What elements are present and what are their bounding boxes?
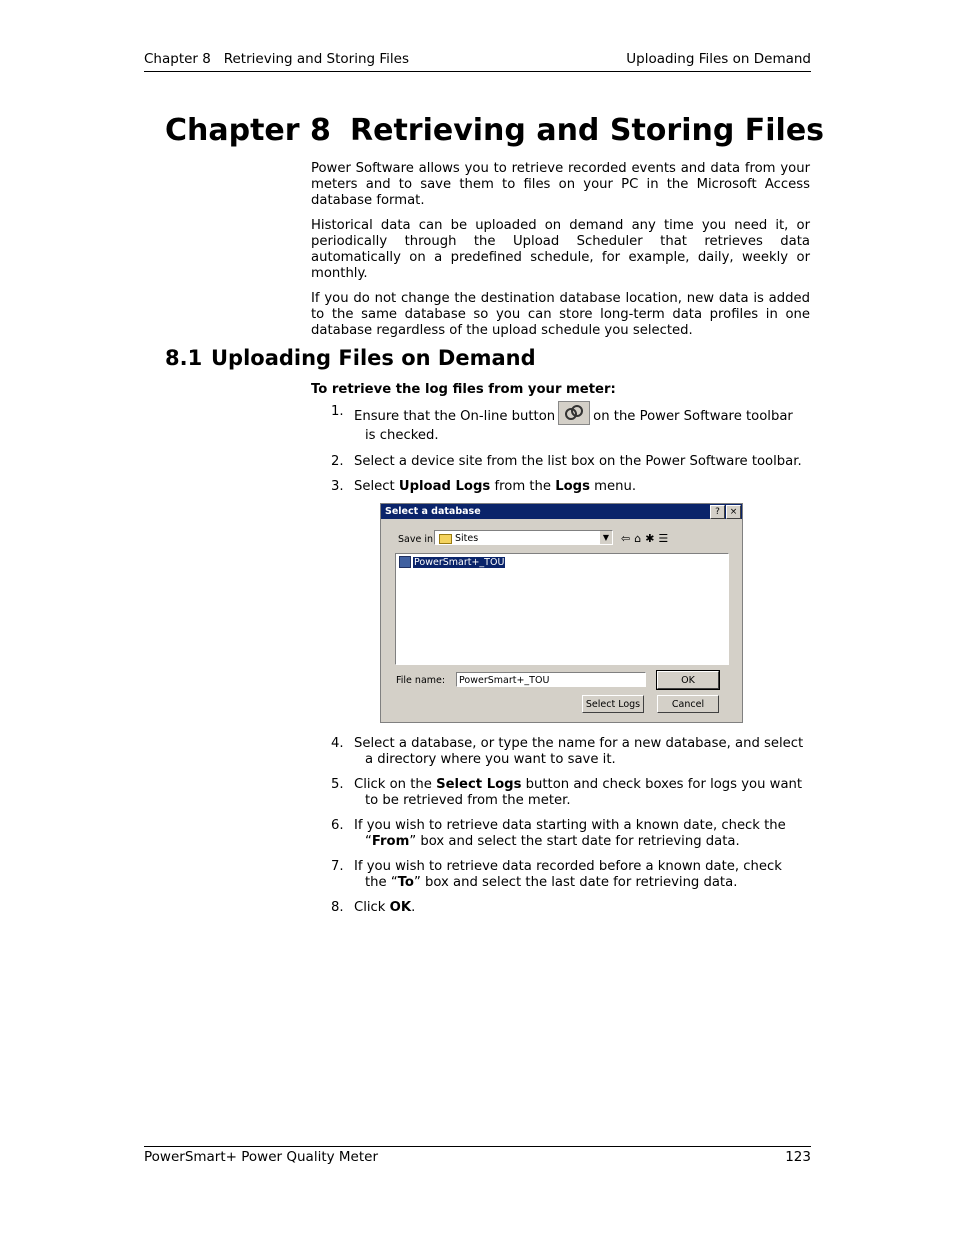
step-list-5 — [331, 777, 810, 809]
step-list-7 — [331, 859, 810, 891]
online-button-icon — [558, 401, 590, 425]
page-number: 123 — [785, 1149, 811, 1165]
header-right: Uploading Files on Demand — [626, 51, 811, 67]
new-folder-icon[interactable]: ✱ — [645, 532, 659, 545]
file-name-input[interactable]: PowerSmart+_TOU — [456, 672, 646, 687]
step-list — [331, 404, 810, 444]
ok-button[interactable]: OK — [657, 671, 719, 689]
step-list-2 — [331, 454, 810, 470]
save-in-combo[interactable]: Sites ▼ — [434, 530, 613, 545]
chapter-title-text: Retrieving and Storing Files — [350, 113, 825, 148]
database-icon — [399, 556, 411, 568]
file-list[interactable] — [395, 553, 729, 665]
step-2: 2. Select a device site from the list box on the Power Software toolbar. — [331, 454, 802, 469]
step-3: 3. Select Upload Logs from the Logs menu. — [331, 479, 637, 494]
back-icon[interactable]: ⇦ — [621, 532, 635, 545]
cancel-button[interactable]: Cancel — [657, 695, 719, 713]
dialog-toolbar — [621, 532, 672, 545]
chevron-down-icon[interactable]: ▼ — [600, 531, 612, 544]
section-title — [165, 346, 536, 370]
step-list-4 — [331, 736, 810, 768]
step-1: 1. Ensure that the On-line button on the Power Software toolbar is checked. — [331, 404, 810, 444]
step-list-6 — [331, 818, 810, 850]
page-header — [144, 51, 811, 72]
close-button[interactable]: × — [726, 505, 741, 519]
step-6: 6. If you wish to retrieve data starting with a known date, check the “From” box and select the start date for retrieving data. — [331, 818, 786, 849]
paragraph-2: Historical data can be uploaded on demand any time you need it, or periodically through the Upload Scheduler that retrieves data automatically on a predefined schedule, for example, daily, weekly or monthly. — [311, 218, 810, 281]
save-in-label: Save in — [398, 534, 433, 545]
procedure-title: To retrieve the log files from your meter: — [311, 382, 616, 397]
section-title-text: Uploading Files on Demand — [211, 346, 536, 370]
paragraph-3: If you do not change the destination database location, new data is added to the same database so you can store long-term data profiles in one database regardless of the upload schedule you selected. — [311, 291, 810, 338]
help-button[interactable]: ? — [710, 505, 725, 519]
step-4: 4. Select a database, or type the name for a new database, and select a directory where you want to save it. — [331, 736, 804, 767]
file-name-label: File name: — [396, 675, 446, 686]
list-item[interactable]: PowerSmart+_TOU — [399, 556, 505, 568]
footer-left: PowerSmart+ Power Quality Meter — [144, 1149, 378, 1165]
chapter-title — [165, 113, 824, 148]
select-database-dialog — [380, 503, 743, 723]
step-list-3 — [331, 479, 810, 495]
step-8: 8. Click OK. — [331, 900, 416, 915]
header-left: Chapter 8 Retrieving and Storing Files — [144, 51, 410, 67]
paragraph-1: Power Software allows you to retrieve recorded events and data from your meters and to save them to files on your PC in the Microsoft Access database format. — [311, 161, 810, 208]
step-7: 7. If you wish to retrieve data recorded before a known date, check the “To” box and select the last date for retrieving data. — [331, 859, 782, 890]
step-list-8 — [331, 900, 810, 916]
view-menu-icon[interactable]: ☰ — [658, 532, 673, 545]
section-number: 8.1 — [165, 346, 203, 370]
up-folder-icon[interactable]: ⌂ — [634, 532, 646, 545]
folder-icon — [439, 534, 452, 544]
chapter-number: Chapter 8 — [165, 113, 331, 148]
page-footer — [144, 1146, 811, 1165]
select-logs-button[interactable]: Select Logs — [582, 695, 644, 713]
step-5: 5. Click on the Select Logs button and check boxes for logs you want to be retrieved from the meter. — [331, 777, 803, 808]
dialog-title: Select a database — [381, 504, 742, 519]
